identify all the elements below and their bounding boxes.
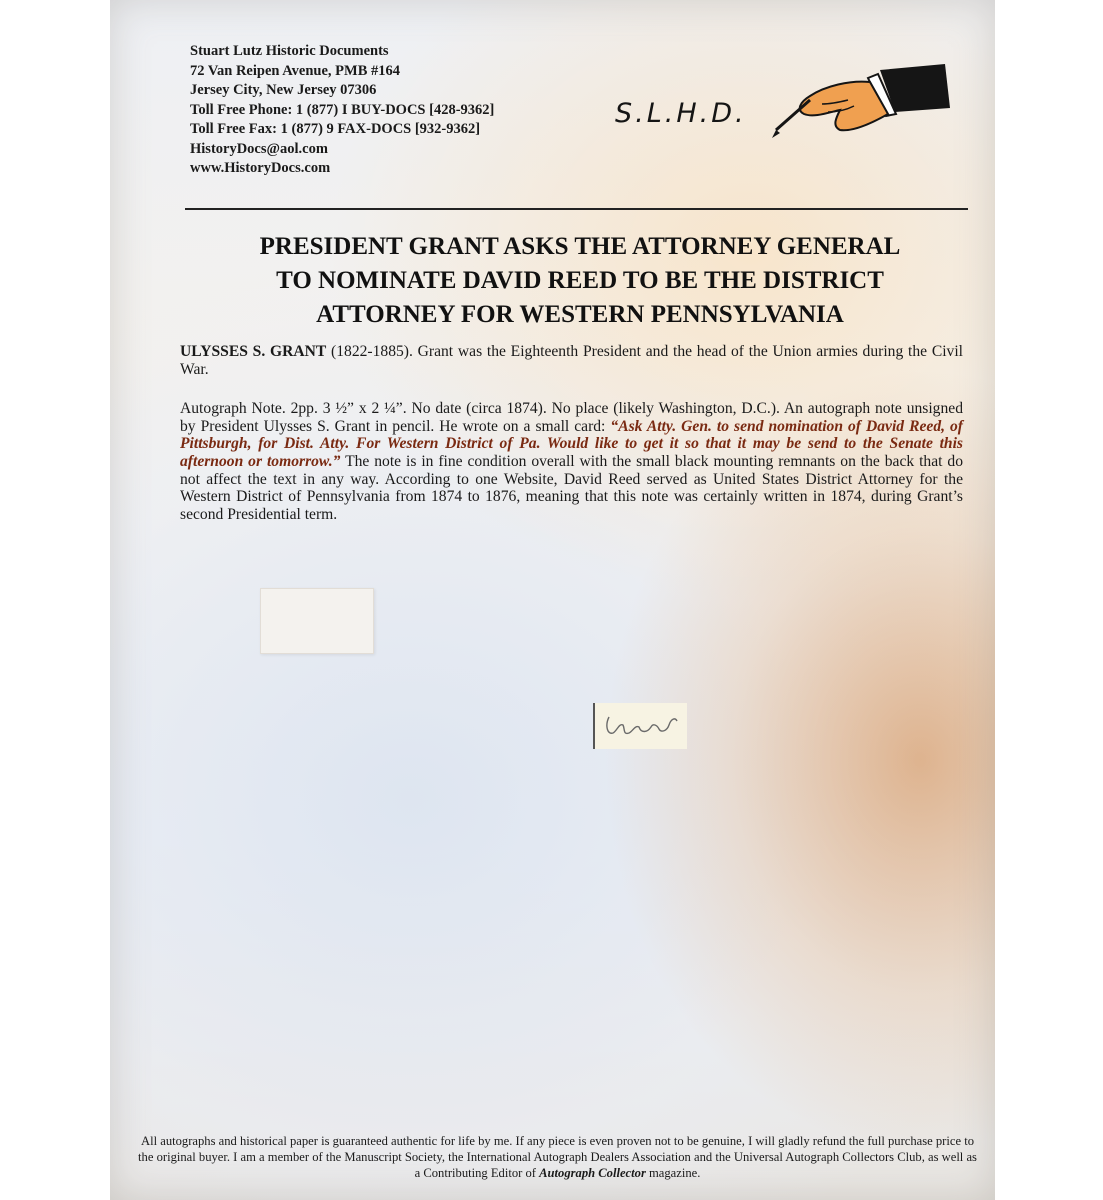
mounted-card-blank: [260, 588, 374, 654]
letterhead-address: [190, 42, 494, 179]
title-line-2: TO NOMINATE DAVID REED TO BE THE DISTRICT: [276, 267, 884, 294]
note-quote: “Ask Atty. Gen. to send nomination of David Reed, of Pittsburgh, for Dist. Atty. For Western District of Pa. Would like to get it so that it may be send to the Senate this afternoon or tomorrow.”: [180, 417, 964, 470]
description-text-before: Autograph Note. 2pp. 3 ½” x 2 ¼”. No date (circa 1874). No place (likely Washington, D.C.). An autograph note unsigned by President Ulysses S. Grant in pencil. He wrote on a small card:: [180, 400, 963, 435]
letterhead-email: HistoryDocs@aol.com: [190, 140, 328, 157]
footer-text-after: magazine.: [645, 1166, 701, 1180]
writing-hand-icon: [770, 60, 960, 140]
handwriting-scribble: [603, 711, 681, 741]
title-line-1: PRESIDENT GRANT ASKS THE ATTORNEY GENERAL: [259, 233, 901, 260]
document-sheet: [110, 0, 995, 1200]
letterhead-city: Jersey City, New Jersey 07306: [190, 82, 377, 98]
subject-name: ULYSSES S. GRANT: [180, 343, 327, 360]
mounted-card-handwriting: [593, 703, 687, 749]
authenticity-guarantee: [135, 1133, 980, 1181]
letterhead-fax: Toll Free Fax: 1 (877) 9 FAX-DOCS [932-9362]: [190, 121, 481, 137]
footer-text-before: All autographs and historical paper is guaranteed authentic for life by me. If any piece is even proven not to be genuine, I will gladly refund the full purchase price to the original buyer. I am a member of the Manuscript Society, the International Autograph Dealers Association and the Universal Autograph Collectors Club, as well as a Contributing Editor of: [138, 1134, 977, 1180]
letterhead-phone: Toll Free Phone: 1 (877) I BUY-DOCS [428-9362]: [190, 101, 495, 118]
slhd-logo: [615, 60, 960, 150]
logo-text: S.L.H.D.: [615, 98, 747, 129]
document-title: [180, 230, 980, 332]
intro-text: (1822-1885). Grant was the Eighteenth President and the head of the Union armies during the Civil War.: [180, 343, 964, 378]
intro-paragraph: [180, 343, 963, 378]
description-text-after: The note is in fine condition overall with the small black mounting remnants on the back that do not affect the text in any way. According to one Website, David Reed served as United States District Attorney for the Western District of Pennsylvania from 1874 to 1876, meaning that this note was certainly written in 1874, during Grant’s second Presidential term.: [180, 452, 963, 523]
document-body: [180, 343, 963, 545]
letterhead-company: Stuart Lutz Historic Documents: [190, 43, 389, 59]
letterhead-website: www.HistoryDocs.com: [190, 160, 331, 176]
description-paragraph: [180, 400, 963, 523]
title-line-3: ATTORNEY FOR WESTERN PENNSYLVANIA: [316, 301, 844, 328]
header-divider: [185, 208, 968, 210]
magazine-name: Autograph Collector: [539, 1166, 646, 1180]
letterhead-street: 72 Van Reipen Avenue, PMB #164: [190, 62, 401, 79]
